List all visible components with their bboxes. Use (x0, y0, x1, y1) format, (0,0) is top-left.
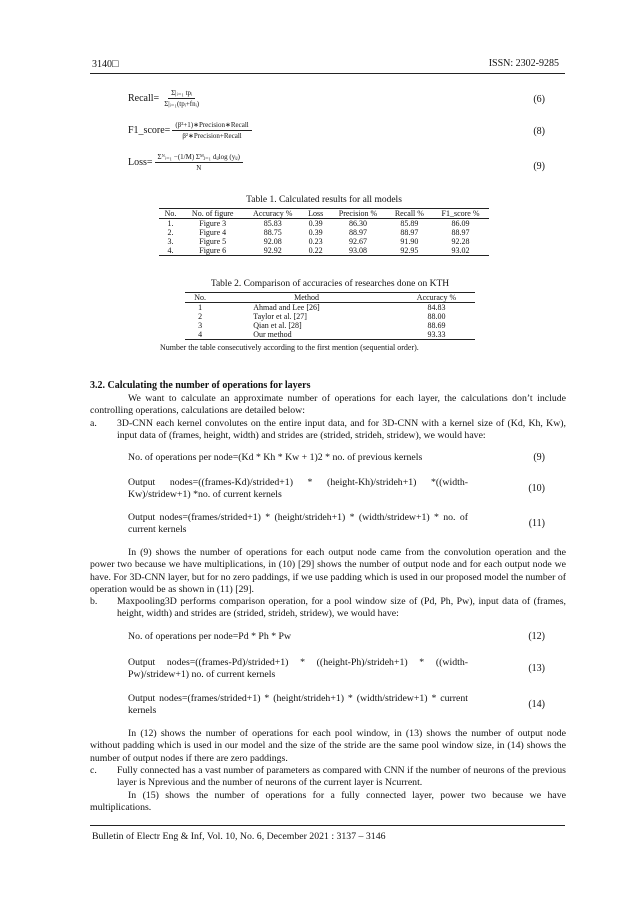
formula-9: No. of operations per node=(Kd * Kh * Kw + 1)2 * no. of previous kernels (128, 452, 423, 463)
loss-fraction (155, 153, 243, 172)
table-cell: 85.89 (400, 219, 419, 228)
table2 (185, 292, 475, 340)
loss-denominator: N (196, 164, 202, 172)
table-row (159, 246, 489, 256)
issn: ISSN: 2302-9285 (488, 58, 559, 69)
table-cell: Figure 3 (199, 219, 227, 228)
formula-11-number: (11) (528, 518, 545, 529)
f1-denominator: β²∗Precision+Recall (182, 132, 242, 140)
table-cell: 1. (167, 219, 174, 228)
section-heading: 3.2. Calculating the number of operations for layers (90, 380, 311, 391)
table-cell: Figure 6 (199, 246, 227, 255)
table2-header-row (185, 293, 475, 303)
item-c-label: c. (90, 765, 97, 776)
table-cell: 88.00 (427, 312, 446, 321)
table1-header: Precision % (338, 209, 378, 218)
table-cell: 93.33 (427, 330, 446, 339)
table-row (159, 237, 489, 246)
equation-8-number: (8) (533, 126, 545, 137)
paragraph-a: In (9) shows the number of operations for each output node came from the convolution operation and the power two because we have multiplications, in (10) [29] shows the number of output node and for each output node we have. For 3D-CNN layer, but for no zero paddings, if we use padding which is used in our proposed model the number of operation would be as shown in (11) [29]. (90, 547, 567, 595)
formula-9-number: (9) (533, 452, 545, 463)
formula-11: Output nodes=(frames/strided+1) * (height/strideh+1) * (width/stridew+1) * no. of current kernels (128, 512, 468, 536)
table-cell: 86.30 (348, 219, 367, 228)
item-a-label: a. (90, 418, 97, 429)
table1-header: F1_score % (441, 209, 480, 218)
footer-rule (90, 825, 565, 826)
table-cell: 0.39 (308, 228, 323, 237)
table1-header: Loss (308, 209, 324, 218)
table-cell: Figure 4 (199, 228, 227, 237)
table-cell: 92.67 (348, 237, 367, 246)
recall-denominator: Σ|ᵢ₌₁(tpᵢ+fnᵢ) (164, 100, 200, 108)
equation-9-number: (9) (533, 161, 545, 172)
recall-fraction (161, 89, 202, 108)
table-cell: 85.83 (263, 219, 282, 228)
formula-12: No. of operations per node=Pd * Ph * Pw (128, 631, 292, 642)
table-cell: 92.28 (451, 237, 470, 246)
table-cell: 4 (198, 330, 203, 339)
equation-recall (128, 89, 202, 108)
f1-lhs: F1_score= (128, 125, 171, 136)
table-cell: 88.97 (348, 228, 367, 237)
table-cell: 93.02 (451, 246, 470, 255)
table-row (185, 312, 475, 321)
f1-fraction (172, 121, 251, 140)
table-cell: 0.39 (308, 219, 323, 228)
recall-numerator: Σ|ᵢ₌₁ tpᵢ (168, 89, 195, 99)
table-row (185, 321, 475, 330)
table1-caption: Table 1. Calculated results for all models (246, 195, 402, 205)
formula-13: Output nodes=((frames-Pd)/strided+1) * ((height-Ph)/strideh+1) * ((width-Pw)/stridew+1) no. of current kernels (128, 657, 468, 681)
table-cell: 0.22 (308, 246, 323, 255)
footer-citation: Bulletin of Electr Eng & Inf, Vol. 10, No. 6, December 2021 : 3137 – 3146 (92, 831, 386, 842)
formula-10-number: (10) (528, 483, 545, 494)
item-b-text: Maxpooling3D performs comparison operation, for a pool window size of (Pd, Ph, Pw), input data of (frames, height, width) and strides are (strided, strideh, stridew), we would have: (117, 596, 566, 620)
table-cell: Figure 5 (199, 237, 227, 246)
table-cell: Ahmad and Lee [26] (253, 303, 320, 312)
table1 (159, 208, 489, 256)
equation-loss (128, 153, 243, 172)
table-cell: 88.69 (427, 321, 446, 330)
loss-numerator: Σᴺᵢ₌₁ −(1/M) Σᴹⱼ₌₁ dᵢⱼlog (yᵢⱼ) (155, 153, 243, 163)
table-cell: 0.23 (308, 237, 323, 246)
table-row (159, 219, 489, 229)
table-cell: 93.08 (348, 246, 367, 255)
table-cell: 3. (167, 237, 174, 246)
item-c-text: Fully connected has a vast number of parameters as compared with CNN if the number of neurons of the previous layer is Nprevious and the number of neurons of the current layer is Ncurrent. (117, 765, 566, 789)
table2-header: Accuracy % (416, 293, 457, 302)
table-cell: 4. (167, 246, 174, 255)
table-row (159, 228, 489, 237)
table-cell: 92.92 (263, 246, 282, 255)
formula-13-number: (13) (528, 663, 545, 674)
table-cell: 84.83 (427, 303, 446, 312)
table1-header: No. of figure (191, 209, 234, 218)
formula-10: Output nodes=((frames-Kd)/strided+1) * (height-Kh)/strideh+1) *((width-Kw)/stridew+1) *no. of current kernels (128, 477, 468, 501)
table2-caption: Table 2. Comparison of accuracies of researches done on KTH (210, 279, 450, 289)
table-row (185, 330, 475, 340)
table1-header: Accuracy % (253, 209, 293, 218)
table-cell: 88.97 (400, 228, 419, 237)
recall-lhs: Recall= (128, 93, 160, 104)
table-cell: 88.75 (263, 228, 282, 237)
header-rule (90, 73, 565, 74)
formula-14: Output nodes=(frames/strided+1) * (height/strideh+1) * (width/stridew+1) * current kernels (128, 693, 468, 717)
table-cell: 3 (198, 321, 203, 330)
table-cell: Qian et al. [28] (253, 321, 302, 330)
table-cell: 1 (198, 303, 203, 312)
table-cell: 2. (167, 228, 174, 237)
paragraph-b: In (12) shows the number of operations for each pool window, in (13) shows the number of output node without padding which is used in our model and the size of the stride are the same pool window size, in (14) shows the number of output nodes if there are zero paddings. (90, 728, 566, 764)
table-cell: 2 (198, 312, 203, 321)
formula-14-number: (14) (528, 699, 545, 710)
item-b-label: b. (90, 596, 98, 607)
table-cell: 92.95 (400, 246, 419, 255)
table2-header: Method (294, 293, 320, 302)
table2-header: No. (194, 293, 206, 302)
paragraph-c: In (15) shows the number of operations for a fully connected layer, power two because we have multiplications. (90, 790, 566, 814)
f1-numerator: (β²+1)∗Precision∗Recall (172, 121, 251, 131)
page-mark: □ (112, 58, 119, 70)
table-cell: 86.09 (451, 219, 470, 228)
section-intro: We want to calculate an approximate number of operations for each layer, the calculations don’t include controlling operations, calculations are detailed below: (90, 393, 566, 417)
table1-header: Recall % (394, 209, 424, 218)
table-cell: 88.97 (451, 228, 470, 237)
loss-lhs: Loss= (128, 157, 153, 168)
formula-12-number: (12) (528, 631, 545, 642)
table-cell: Taylor et al. [27] (253, 312, 307, 321)
equation-6-number: (6) (533, 94, 545, 105)
page-number-text: 3140 (92, 59, 112, 70)
table-cell: 91.90 (400, 237, 419, 246)
item-a-text: 3D-CNN each kernel convolutes on the entire input data, and for 3D-CNN with a kernel size of (Kd, Kh, Kw), input data of (frames, height, width) and strides are (strided, strideh, stridew), we would have: (117, 418, 566, 442)
table-cell: 92.08 (263, 237, 282, 246)
table-row (185, 303, 475, 313)
table1-header-row (159, 209, 489, 219)
table2-note: Number the table consecutively according to the first mention (sequential order). (160, 343, 419, 352)
equation-f1 (128, 121, 252, 140)
page-number (92, 58, 119, 70)
table1-header: No. (164, 209, 177, 218)
table-cell: Our method (253, 330, 292, 339)
